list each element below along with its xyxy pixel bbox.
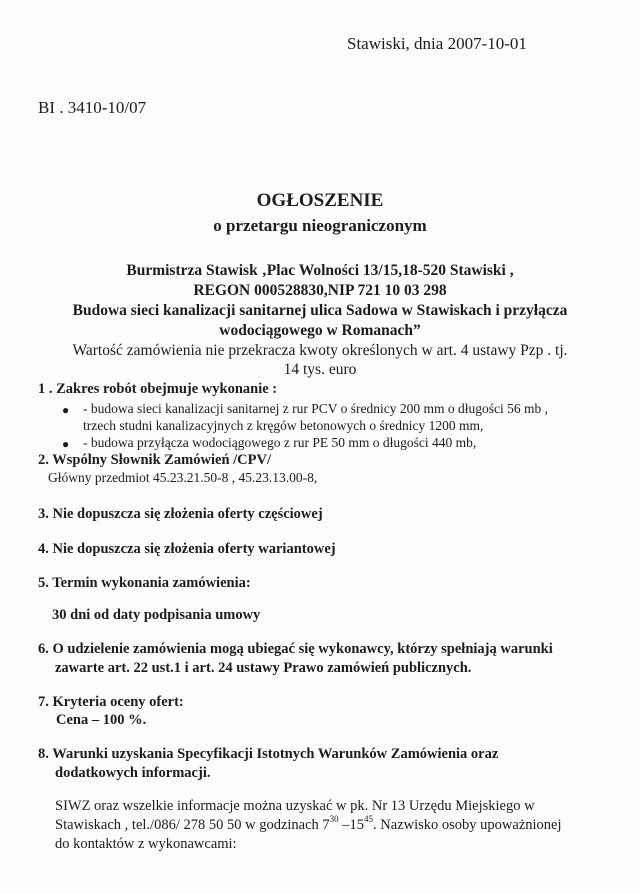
- section-7-heading: 7. Kryteria oceny ofert:: [38, 694, 184, 710]
- issuer-line-3: Budowa sieci kanalizacji sanitarnej ulica Sadowa w Stawiskach i przyłącza: [72, 302, 568, 319]
- section-1-heading: 1 . Zakres robót obejmuje wykonanie :: [38, 381, 278, 397]
- issuer-line-5: Wartość zamówienia nie przekracza kwoty określonych w art. 4 ustawy Pzp . tj.: [72, 342, 568, 359]
- issuer-line-2: REGON 000528830,NIP 721 10 03 298: [193, 282, 447, 299]
- document-reference: BI . 3410-10/07: [38, 98, 147, 117]
- contact-hours-text: Stawiskach , tel./086/ 278 50 50 w godzinach 7: [55, 817, 330, 833]
- section-8-text-1: SIWZ oraz wszelkie informacje można uzyskać w pk. Nr 13 Urzędu Miejskiego w: [55, 798, 535, 814]
- issuer-line-1: Burmistrza Stawisk ‚Plac Wolności 13/15,18-520 Stawiski ,: [126, 262, 514, 279]
- document-subtitle: o przetargu nieograniczonym: [213, 216, 427, 235]
- section-8-line-2: dodatkowych informacji.: [55, 765, 211, 781]
- section-7-text: Cena – 100 %.: [56, 712, 147, 728]
- section-3: 3. Nie dopuszcza się złożenia oferty częściowej: [38, 506, 323, 522]
- section-2-text: Główny przedmiot 45.23.21.50-8 , 45.23.13.00-8,: [48, 470, 318, 485]
- section-6-line-2: zawarte art. 22 ust.1 i art. 24 ustawy Prawo zamówień publicznych.: [55, 660, 472, 676]
- hours-start-minutes: 30: [329, 814, 339, 824]
- issuer-line-6: 14 tys. euro: [283, 361, 357, 378]
- section-1-item-1b: trzech studni kanalizacyjnych z kręgów betonowych o średnicy 1200 mm,: [83, 418, 484, 433]
- document-date: Stawiski, dnia 2007-10-01: [347, 34, 527, 53]
- hours-end-text: –15: [338, 817, 365, 833]
- section-4: 4. Nie dopuszcza się złożenia oferty wariantowej: [38, 541, 336, 557]
- bullet-icon: ●: [62, 403, 70, 417]
- section-8-line-1: 8. Warunki uzyskania Specyfikacji Istotnych Warunków Zamówienia oraz: [38, 746, 499, 762]
- document-title: OGŁOSZENIE: [256, 190, 384, 211]
- section-8-text-3: do kontaktów z wykonawcami:: [55, 836, 237, 852]
- bullet-icon: ●: [62, 437, 70, 451]
- hours-end-minutes: 45: [364, 814, 374, 824]
- section-2-heading: 2. Wspólny Słownik Zamówień /CPV/: [38, 452, 271, 468]
- section-5-text: 30 dni od daty podpisania umowy: [52, 607, 261, 623]
- section-6-line-1: 6. O udzielenie zamówienia mogą ubiegać się wykonawcy, którzy spełniają warunki: [38, 641, 553, 657]
- contact-person-text: . Nazwisko osoby upoważnionej: [373, 817, 562, 833]
- section-1-item-1a: - budowa sieci kanalizacji sanitarnej z rur PCV o średnicy 200 mm o długości 56 mb ,: [83, 401, 549, 416]
- issuer-line-4: wodociągowego w Romanach”: [219, 322, 421, 339]
- section-5-heading: 5. Termin wykonania zamówienia:: [38, 575, 251, 591]
- section-8-text-2: [55, 814, 562, 834]
- section-1-item-2: - budowa przyłącza wodociągowego z rur PE 50 mm o długości 440 mb,: [83, 435, 477, 450]
